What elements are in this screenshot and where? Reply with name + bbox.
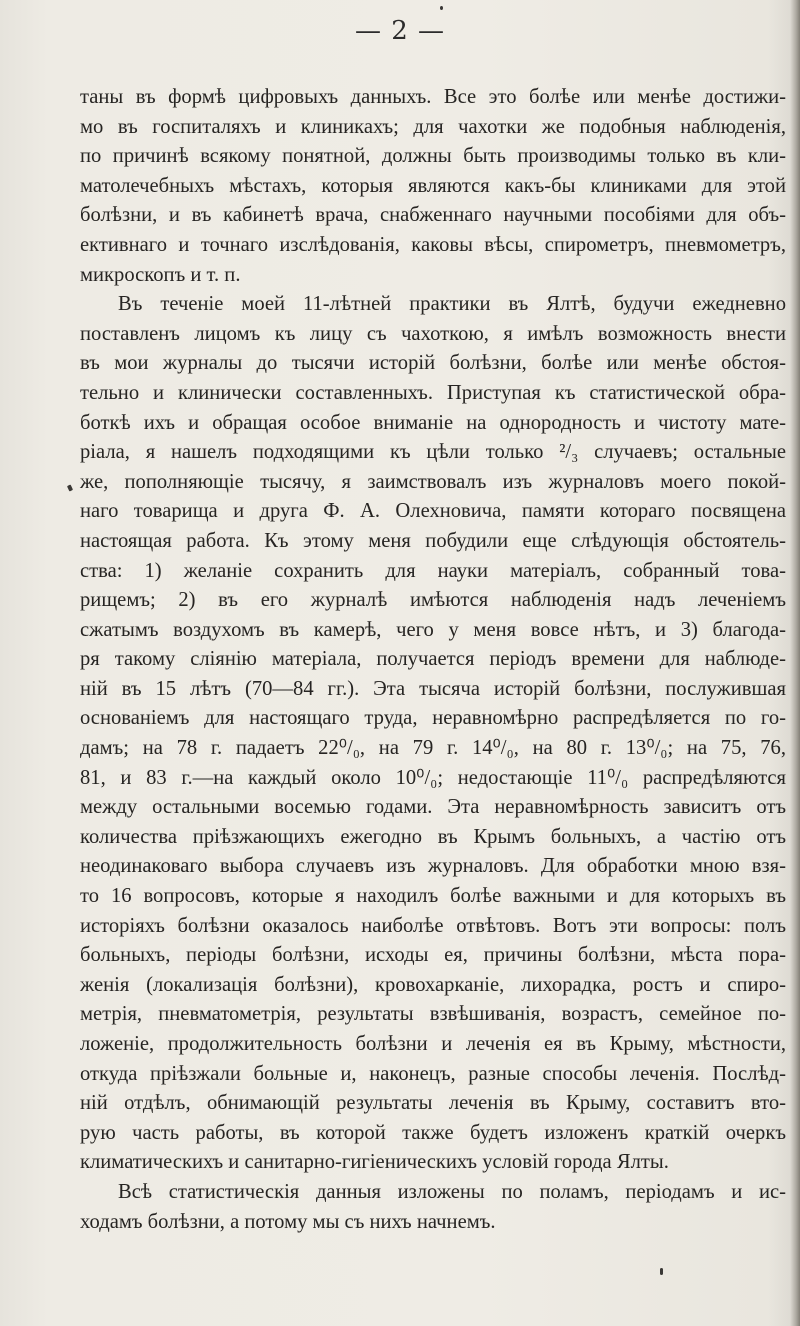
paragraph-first-line: Въ теченіе моей 11-лѣтней практики въ Ялтѣ, будучи ежедневно [118,293,786,316]
text-line: ложеніе, продолжительность болѣзни и леченія ея въ Крыму, мѣстности, [80,1033,786,1055]
text-line: въ мои журналы до тысячи исторій болѣзни, болѣе или менѣе обстоя- [80,352,786,375]
text-line: тельно и клинически составленныхъ. Приступая къ статистической обра- [80,381,786,404]
text-line: то 16 вопросовъ, которые я находилъ болѣе важными и для которыхъ въ [80,885,786,908]
text-line: метрія, пневматометрія, результаты взвѣшиванія, возрастъ, семейное по- [80,1003,786,1026]
text-line: исторіяхъ болѣзни оказалось наиболѣе отвѣтовъ. Вотъ эти вопросы: полъ [80,914,786,937]
text-line: неодинаковаго выбора случаевъ изъ журналовъ. Для обработки мною взя- [80,855,786,878]
text-line: откуда пріѣзжали больные и, наконецъ, разные способы леченія. Послѣд- [80,1062,786,1085]
text-line: ективнаго и точнаго изслѣдованія, каковы вѣсы, спирометръ, пневмометръ, [80,233,786,256]
text-line: количества пріѣзжающихъ ежегодно въ Крымъ больныхъ, а частію отъ [80,825,786,848]
text-line: матолечебныхъ мѣстахъ, которыя являются какъ-бы клиниками для этой [80,174,786,197]
text-line: ря такому сліянію матеріала, получается періодъ времени для наблюде- [80,648,786,671]
text-line: настоящая работа. Къ этому меня побудили еще слѣдующія обстоятель- [80,529,786,552]
text-line: ства: 1) желаніе сохранить для науки матеріалъ, собранный това- [80,559,786,582]
ink-speck [660,1268,663,1275]
text-line: ній въ 15 лѣтъ (70—84 гг.). Эта тысяча исторій болѣзни, послужившая [80,677,786,700]
paragraph-first-line: Всѣ статистическія данныя изложены по поламъ, періодамъ и ис- [118,1180,786,1203]
text-line: больныхъ, періоды болѣзни, исходы ея, причины болѣзни, мѣста пора- [80,944,786,967]
text-line: по причинѣ всякому понятной, должны быть производимы только въ кли- [80,145,786,168]
text-line: рую часть работы, въ которой также будетъ изложенъ краткій очеркъ [80,1121,786,1144]
text-line: мо въ госпиталяхъ и клиникахъ; для чахотки же подобныя наблюденія, [80,115,786,138]
text-line: между остальными восемью годами. Эта неравномѣрность зависитъ отъ [80,796,786,819]
text-line: болѣзни, и въ кабинетѣ врача, снабженнаго научными пособіями для объ- [80,204,786,227]
text-line: 81, и 83 г.—на каждый около 10⁰/₀; недостающіе 11⁰/₀ распредѣляются [80,766,786,789]
page-number: — 2 — [354,16,446,46]
text-line: дамъ; на 78 г. падаетъ 22⁰/₀, на 79 г. 14⁰/₀, на 80 г. 13⁰/₀; на 75, 76, [80,737,786,760]
text-line: сжатымъ воздухомъ въ камерѣ, чего у меня вовсе нѣтъ, и 3) благода- [80,618,786,641]
text-line: наго товарища и друга Ф. А. Олехновича, памяти котораго посвящена [80,500,786,523]
margin-mark [67,484,73,491]
text-line: же, пополняющіе тысячу, я заимствовалъ изъ журналовъ моего покой- [80,470,786,493]
text-line: таны въ формѣ цифровыхъ данныхъ. Все это болѣе или менѣе достижи- [80,86,786,108]
paragraph-end-line: ходамъ болѣзни, а потому мы съ нихъ начнемъ. [80,1210,496,1233]
text-line: женія (локализація болѣзни), кровохарканіе, лихорадка, ростъ и спиро- [80,973,786,996]
text-line: ній отдѣлъ, обнимающій результаты леченія въ Крыму, составитъ вто- [80,1092,786,1115]
text-line: боткѣ ихъ и обращая особое вниманіе на однородность и чистоту мате- [80,411,786,434]
ink-speck [440,6,443,10]
text-line: поставленъ лицомъ къ лицу съ чахоткою, я имѣлъ возможность внести [80,322,786,345]
text-line: ріала, я нашелъ подходящими къ цѣли только ²/₃ случаевъ; остальные [80,441,786,464]
text-line: основаніемъ для настоящаго труда, неравномѣрно распредѣляется по го- [80,707,786,730]
paragraph-end-line: микроскопъ и т. п. [80,263,241,286]
text-line: рищемъ; 2) въ его журналѣ имѣются наблюденія надъ леченіемъ [80,589,786,612]
paragraph-end-line: климатическихъ и санитарно-гигіеническихъ условій города Ялты. [80,1151,669,1174]
page-edge-shadow [790,0,800,1326]
body-text [80,83,786,1237]
